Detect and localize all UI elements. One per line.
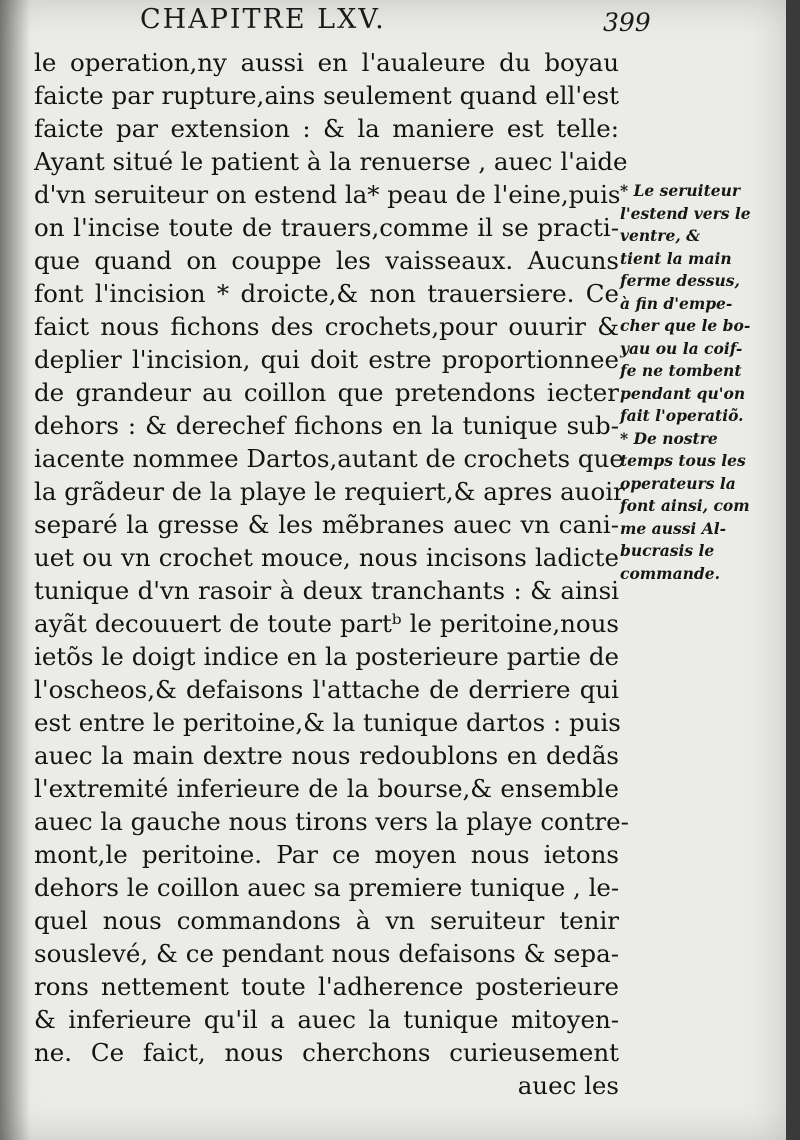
text-line: auec la gauche nous tirons vers la playe contre-: [34, 807, 629, 836]
marginal-note-line: ferme dessus,: [620, 271, 740, 290]
text-line: souslevé, & ce pendant nous defaisons & sepa-: [34, 939, 619, 968]
text-line: ne. Ce faict, nous cherchons curieusement: [34, 1038, 619, 1067]
text-line: on l'incise toute de trauers,comme il se practi-: [34, 213, 619, 242]
text-line: ayãt decouuert de toute partᵇ le peritoine,nous: [34, 609, 619, 638]
text-line: separé la gresse & les mẽbranes auec vn cani-: [34, 510, 619, 539]
text-line: quel nous commandons à vn seruiteur tenir: [34, 906, 619, 935]
text-line: l'oscheos,& defaisons l'attache de derriere qui: [34, 675, 619, 704]
text-line: ietõs le doigt indice en la posterieure partie de: [34, 642, 619, 671]
marginal-note-line: tient la main: [620, 248, 732, 268]
marginal-note-line: temps tous les: [620, 451, 746, 470]
text-line: uet ou vn crochet mouce, nous incisons ladicte: [34, 543, 619, 572]
text-line: d'vn seruiteur on estend la* peau de l'eine,puis: [34, 180, 621, 209]
text-line: la grãdeur de la playe le requiert,& apres auoir: [34, 477, 625, 506]
marginal-note-line: l'estend vers le: [620, 203, 751, 223]
marginal-note-line: fe ne tombent: [620, 361, 742, 380]
text-line: Ayant situé le patient à la renuerse , auec l'aide: [34, 147, 628, 176]
text-line: & inferieure qu'il a auec la tunique mitoyen-: [34, 1005, 619, 1034]
running-head: CHAPITRE LXV.: [140, 4, 386, 35]
text-line: rons nettement toute l'adherence posterieure: [34, 972, 619, 1001]
text-line: faict nous fichons des crochets,pour ouurir &: [34, 312, 619, 341]
text-line: que quand on couppe les vaisseaux. Aucuns: [34, 246, 619, 275]
marginal-note-line: me aussi Al-: [620, 518, 727, 538]
text-line: deplier l'incision, qui doit estre proportionnee: [34, 345, 619, 374]
text-line: faicte par rupture,ains seulement quand ell'est: [34, 81, 619, 110]
marginal-note-line: * Le seruiteur: [620, 181, 741, 200]
text-line: de grandeur au coillon que pretendons iecter: [34, 378, 619, 407]
text-line: auec la main dextre nous redoublons en dedãs: [34, 741, 619, 770]
marginal-note-line: operateurs la: [620, 473, 736, 493]
marginal-note-line: ventre, &: [620, 226, 701, 245]
text-line: l'extremité inferieure de la bourse,& ensemble: [34, 774, 619, 803]
text-line: mont,le peritoine. Par ce moyen nous ietons: [34, 840, 619, 869]
text-line: le operation,ny aussi en l'aualeure du boyau: [34, 48, 619, 77]
body-text: [34, 46, 629, 1102]
marginal-note-line: bucrasis le: [620, 541, 715, 560]
marginal-note-line: yau ou la coif-: [620, 338, 743, 358]
text-line: font l'incision * droicte,& non trauersiere. Ce: [34, 279, 619, 308]
text-line: faicte par extension : & la maniere est telle:: [34, 114, 619, 143]
catchword: auec les: [517, 1071, 619, 1100]
marginal-note-line: pendant qu'on: [620, 383, 746, 403]
text-line: iacente nommee Dartos,autant de crochets que: [34, 444, 624, 473]
marginal-note-line: cher que le bo-: [620, 316, 751, 335]
marginal-notes: [620, 180, 790, 585]
marginal-note-line: font ainsi, com: [620, 496, 750, 515]
text-line: tunique d'vn rasoir à deux tranchants : & ainsi: [34, 576, 619, 605]
text-line: dehors le coillon auec sa premiere tunique , le-: [34, 873, 620, 902]
marginal-note-line: fait l'operatiõ.: [620, 406, 744, 425]
text-line: est entre le peritoine,& la tunique dartos : puis: [34, 708, 621, 737]
marginal-note-line: * De nostre: [620, 428, 718, 448]
marginal-note-line: commande.: [620, 563, 720, 583]
page-number: 399: [603, 8, 651, 37]
marginal-note-line: à fin d'empe-: [620, 293, 733, 313]
text-line: dehors : & derechef fichons en la tunique sub-: [34, 411, 619, 440]
